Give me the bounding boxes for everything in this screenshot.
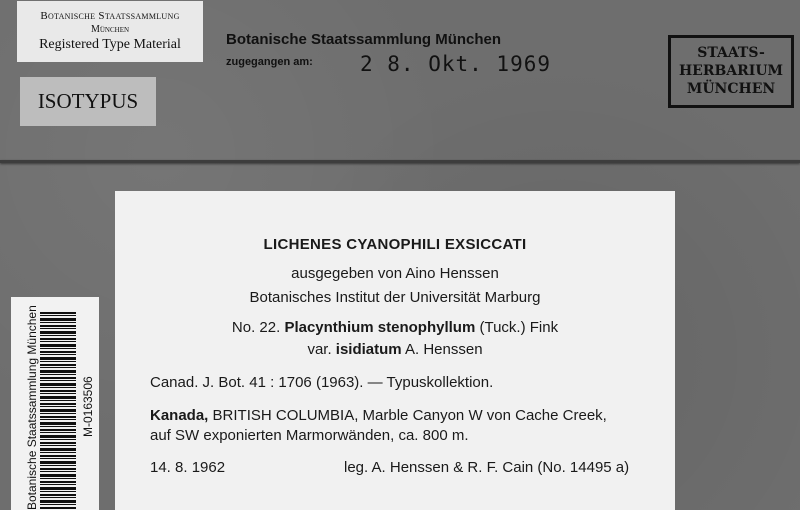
registration-line-2: München — [90, 24, 130, 35]
specimen-label — [115, 191, 675, 510]
species-line — [115, 319, 675, 336]
herbarium-stamp-line: MÜNCHEN — [686, 81, 776, 97]
barcode — [40, 312, 76, 510]
locality-line-1 — [150, 407, 607, 424]
locality-line-2: auf SW exponierten Marmorwänden, ca. 800 m. — [150, 427, 469, 444]
variety-name: isidiatum — [335, 341, 402, 358]
barcode-label — [11, 297, 99, 510]
herbarium-stamp-line: STAATS- — [697, 45, 765, 61]
species-name: Placynthium stenophyllum — [284, 319, 476, 336]
isotype-label — [20, 77, 156, 126]
species-author: (Tuck.) Fink — [479, 319, 559, 336]
isotype-text: ISOTYPUS — [37, 89, 139, 113]
registration-line-3: Registered Type Material — [39, 37, 181, 52]
reference-line: Canad. J. Bot. 41 : 1706 (1963). — Typuskollektion. — [150, 374, 494, 391]
variety-author: A. Henssen — [405, 341, 483, 358]
collectors: leg. A. Henssen & R. F. Cain (No. 14495 a) — [344, 459, 630, 476]
barcode-number: M-0163506 — [81, 376, 95, 437]
accession-stamp-institution: Botanische Staatssammlung München — [226, 31, 502, 48]
herbarium-stamp — [668, 35, 794, 108]
country: Kanada, — [150, 407, 209, 424]
folder-flap-edge — [0, 160, 800, 163]
registered-type-label — [17, 1, 203, 62]
registration-line-1: Botanische Staatssammlung — [40, 10, 180, 22]
accession-stamp-received-label: zugegangen am: — [226, 56, 313, 68]
label-title: LICHENES CYANOPHILI EXSICCATI — [263, 236, 527, 253]
variety-line — [115, 341, 675, 358]
variety-prefix: var. — [307, 341, 332, 358]
barcode-institution: Botanische Staatssammlung München — [25, 305, 39, 510]
accession-stamp-date: 2 8. Okt. 1969 — [360, 52, 552, 76]
herbarium-stamp-line: HERBARIUM — [678, 63, 784, 79]
collection-date: 14. 8. 1962 — [150, 459, 226, 476]
exsiccata-number: No. 22. — [231, 319, 281, 336]
institute-line: Botanisches Institut der Universität Marburg — [249, 289, 541, 306]
editor-line: ausgegeben von Aino Henssen — [291, 265, 499, 282]
locality-text-1: BRITISH COLUMBIA, Marble Canyon W von Cache Creek, — [212, 407, 607, 424]
